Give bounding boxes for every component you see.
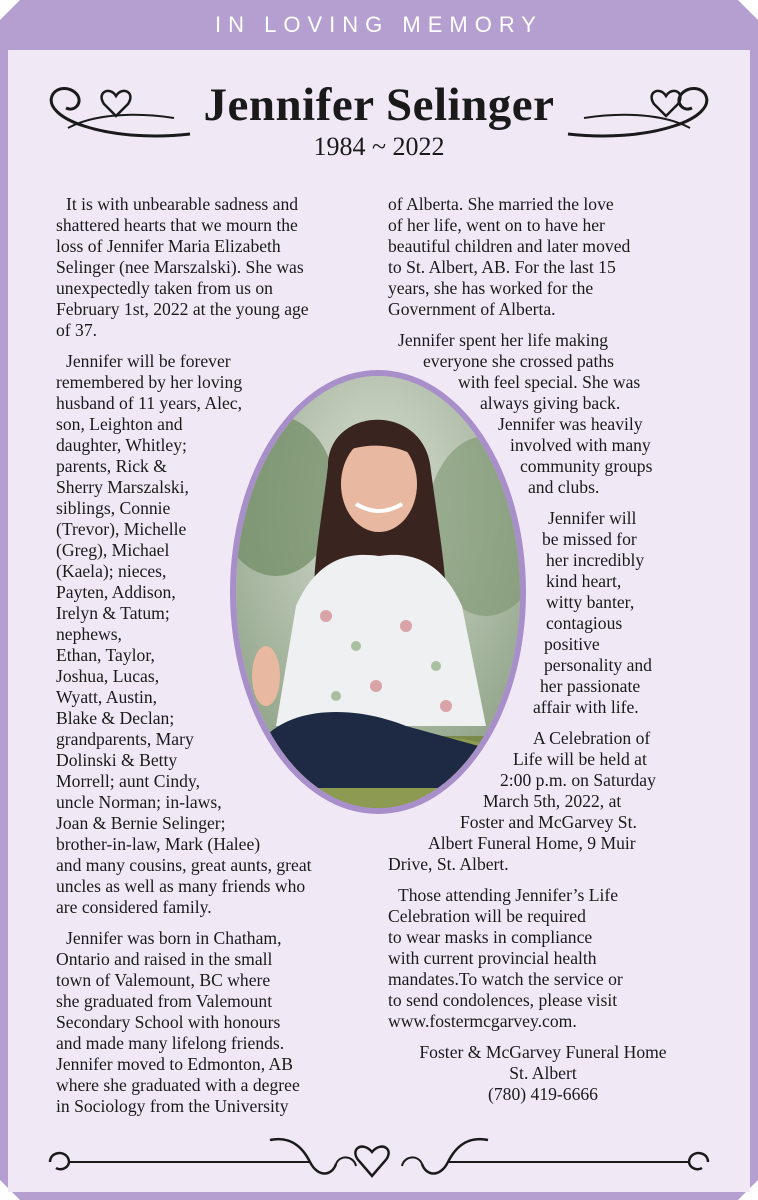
- text-line: and clubs.: [528, 477, 600, 497]
- text-line: daughter, Whitley;: [56, 435, 187, 455]
- text-line: unexpectedly taken from us on: [56, 278, 273, 298]
- text-line: witty banter,: [546, 592, 635, 612]
- text-line: everyone she crossed paths: [423, 351, 615, 371]
- text-line: Drive, St. Albert.: [388, 854, 509, 874]
- text-line: www.fostermcgarvey.com.: [388, 1011, 577, 1031]
- text-line: with current provincial health: [388, 948, 597, 968]
- text-line: Joshua, Lucas,: [56, 666, 160, 686]
- funeral-home-phone: (780) 419-6666: [488, 1084, 598, 1104]
- text-line: involved with many: [510, 435, 651, 455]
- text-line: husband of 11 years, Alec,: [56, 393, 242, 413]
- text-line: Blake & Declan;: [56, 708, 175, 728]
- text-line: where she graduated with a degree: [56, 1075, 300, 1095]
- text-line: Jennifer will: [548, 508, 637, 528]
- text-line: 2:00 p.m. on Saturday: [500, 770, 656, 790]
- text-line: community groups: [520, 456, 653, 476]
- text-line: and many cousins, great aunts, great: [56, 855, 312, 875]
- text-line: positive: [544, 634, 600, 654]
- obituary-paragraph-8: [388, 885, 708, 1032]
- text-line: of her life, went on to have her: [388, 215, 605, 235]
- obituary-paragraph-3: [56, 928, 376, 1117]
- text-line: are considered family.: [56, 897, 212, 917]
- text-line: Albert Funeral Home, 9 Muir: [428, 833, 636, 853]
- text-line: (Greg), Michael: [56, 540, 170, 560]
- banner-title: IN LOVING MEMORY: [215, 12, 543, 37]
- text-line: March 5th, 2022, at: [483, 791, 622, 811]
- text-line: contagious: [546, 613, 623, 633]
- text-line: Those attending Jennifer’s Life: [398, 885, 619, 905]
- text-line: be missed for: [542, 529, 637, 549]
- text-line: Ethan, Taylor,: [56, 645, 155, 665]
- text-line: beautiful children and later moved: [388, 236, 631, 256]
- text-line: nephews,: [56, 624, 122, 644]
- text-line: remembered by her loving: [56, 372, 243, 392]
- text-line: her passionate: [540, 676, 641, 696]
- text-line: years, she has worked for the: [388, 278, 594, 298]
- text-line: uncles as well as many friends who: [56, 876, 306, 896]
- text-line: Jennifer moved to Edmonton, AB: [56, 1054, 293, 1074]
- text-line: loss of Jennifer Maria Elizabeth: [56, 236, 281, 256]
- text-line: grandparents, Mary: [56, 729, 194, 749]
- text-line: brother-in-law, Mark (Halee): [56, 834, 261, 854]
- text-line: Jennifer will be forever: [66, 351, 231, 371]
- life-years: 1984 ~ 2022: [313, 132, 445, 161]
- funeral-home-city: St. Albert: [509, 1063, 577, 1083]
- text-line: February 1st, 2022 at the young age: [56, 299, 309, 319]
- obituary-paragraph-4: [388, 194, 708, 320]
- text-line: Irelyn & Tatum;: [56, 603, 170, 623]
- text-line: Dolinski & Betty: [56, 750, 178, 770]
- text-line: Foster and McGarvey St.: [460, 812, 637, 832]
- funeral-home-info: [388, 1042, 698, 1105]
- text-line: (Kaela); nieces,: [56, 561, 167, 581]
- text-line: Ontario and raised in the small: [56, 949, 273, 969]
- text-line: Government of Alberta.: [388, 299, 556, 319]
- text-line: A Celebration of: [533, 728, 651, 748]
- text-line: Jennifer spent her life making: [398, 330, 609, 350]
- text-line: Joan & Bernie Selinger;: [56, 813, 226, 833]
- text-line: of Alberta. She married the love: [388, 194, 614, 214]
- text-line: Wyatt, Austin,: [56, 687, 158, 707]
- text-line: uncle Norman; in-laws,: [56, 792, 222, 812]
- text-line: with feel special. She was: [458, 372, 641, 392]
- text-line: Jennifer was born in Chatham,: [66, 928, 282, 948]
- text-line: son, Leighton and: [56, 414, 183, 434]
- deceased-name: Jennifer Selinger: [203, 79, 555, 131]
- text-line: Morrell; aunt Cindy,: [56, 771, 200, 791]
- text-line: (Trevor), Michelle: [56, 519, 187, 539]
- text-line: of 37.: [56, 320, 98, 340]
- funeral-home-name: Foster & McGarvey Funeral Home: [419, 1042, 667, 1062]
- text-line: she graduated from Valemount: [56, 991, 273, 1011]
- text-line: shattered hearts that we mourn the: [56, 215, 298, 235]
- text-line: Sherry Marszalski,: [56, 477, 189, 497]
- text-line: Life will be held at: [513, 749, 647, 769]
- text-line: affair with life.: [533, 697, 639, 717]
- text-line: Secondary School with honours: [56, 1012, 281, 1032]
- text-line: her incredibly: [546, 550, 645, 570]
- text-line: Celebration will be required: [388, 906, 586, 926]
- text-line: Selinger (nee Marszalski). She was: [56, 257, 304, 277]
- text-line: town of Valemount, BC where: [56, 970, 271, 990]
- portrait-photo: [230, 370, 526, 814]
- text-line: Payten, Addison,: [56, 582, 176, 602]
- text-line: and made many lifelong friends.: [56, 1033, 285, 1053]
- text-line: parents, Rick &: [56, 456, 167, 476]
- text-line: to send condolences, please visit: [388, 990, 618, 1010]
- text-line: personality and: [544, 655, 652, 675]
- text-line: always giving back.: [480, 393, 621, 413]
- text-line: mandates.To watch the service or: [388, 969, 623, 989]
- hearts-divider-icon: [40, 1132, 718, 1186]
- text-line: in Sociology from the University: [56, 1096, 289, 1116]
- text-line: to wear masks in compliance: [388, 927, 593, 947]
- text-line: It is with unbearable sadness and: [66, 194, 299, 214]
- portrait-image: [236, 376, 520, 808]
- obituary-paragraph-1: [56, 194, 376, 341]
- text-line: Jennifer was heavily: [498, 414, 643, 434]
- text-line: to St. Albert, AB. For the last 15: [388, 257, 616, 277]
- text-line: kind heart,: [546, 571, 622, 591]
- text-line: siblings, Connie: [56, 498, 171, 518]
